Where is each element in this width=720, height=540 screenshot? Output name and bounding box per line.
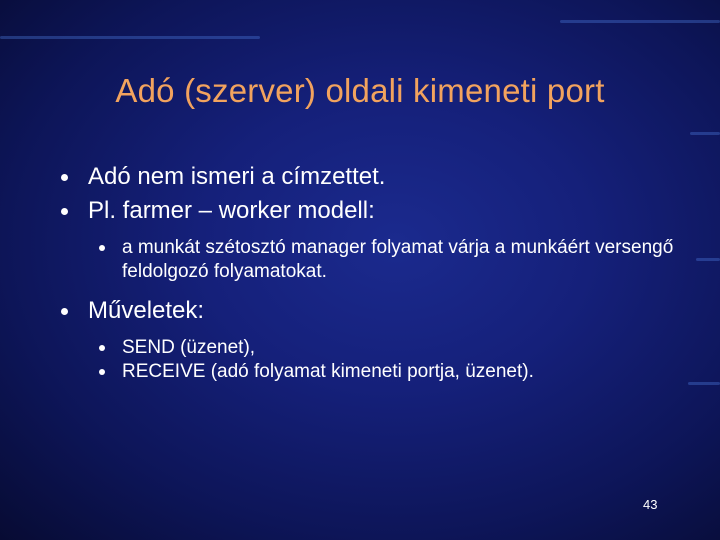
bullet-icon: [99, 345, 105, 351]
page-number: 43: [643, 497, 658, 512]
decorative-streak: [690, 132, 720, 135]
bullet-icon: [61, 308, 68, 315]
bullet-icon: [99, 369, 105, 375]
bullet-item: [58, 160, 678, 194]
bullet-icon: [99, 245, 105, 251]
bullet-item: [58, 194, 678, 228]
sub-bullet-item: [58, 360, 678, 384]
bullet-icon: [61, 174, 68, 181]
bullet-list: [58, 160, 678, 384]
bullet-item: [58, 294, 678, 328]
slide-title: Adó (szerver) oldali kimeneti port: [115, 72, 605, 109]
bullet-icon: [61, 208, 68, 215]
sub-bullet-text: a munkát szétosztó manager folyamat várja a munkáért versengő feldolgozó folyamatokat.: [122, 237, 674, 282]
decorative-streak: [688, 382, 720, 385]
bullet-text: Műveletek:: [88, 297, 205, 324]
sub-bullet-text: RECEIVE (adó folyamat kimeneti portja, üzenet).: [122, 361, 534, 382]
sub-bullet-item: [58, 236, 678, 284]
decorative-streak: [560, 20, 720, 23]
sub-bullet-text: SEND (üzenet),: [122, 337, 256, 358]
decorative-streak: [696, 258, 720, 261]
decorative-streak: [0, 36, 260, 39]
bullet-text: Pl. farmer – worker modell:: [88, 197, 375, 224]
bullet-text: Adó nem ismeri a címzettet.: [88, 163, 386, 190]
sub-bullet-item: [58, 336, 678, 360]
